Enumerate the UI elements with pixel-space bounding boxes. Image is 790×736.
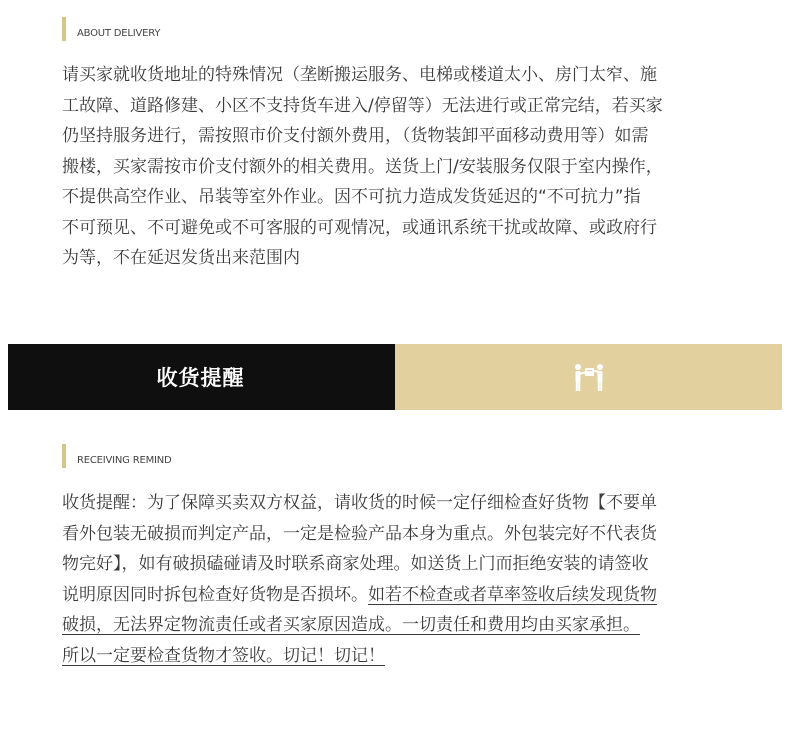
remind-warning-text: 如若不检查或者草率签收后续发现货物 — [368, 584, 657, 605]
remind-warning-text: 破损，无法界定物流责任或者买家原因造成。一切责任和费用均由买家承担。 — [62, 615, 640, 635]
remind-paragraph — [62, 488, 752, 671]
heading-accent-bar — [62, 17, 66, 41]
banner-title: 收货提醒 — [156, 366, 245, 390]
remind-line — [62, 610, 752, 641]
remind-line — [62, 580, 752, 611]
about-delivery-heading — [62, 17, 160, 41]
remind-line: 看外包装无破损而判定产品，一定是检验产品本身为重点。外包装完好不代表货 — [62, 523, 657, 544]
remind-text: 说明原因同时拆包检查好货物是否损坏。 — [62, 584, 368, 605]
remind-line: 物完好】，如有破损磕碰请及时联系商家处理。如送货上门而拒绝安装的请签收 — [62, 554, 649, 574]
banner-title-panel — [8, 344, 395, 410]
delivery-line: 请买家就收货地址的特殊情况（垄断搬运服务、电梯或楼道太小、房门太窄、施 — [62, 65, 657, 85]
heading-accent-bar — [62, 444, 66, 468]
delivery-line: 搬楼，买家需按市价支付额外的相关费用。送货上门/安装服务仅限于室内操作， — [62, 156, 663, 177]
remind-line — [62, 641, 752, 672]
about-delivery-label: ABOUT DELIVERY — [77, 28, 161, 39]
delivery-line: 仍坚持服务进行，需按照市价支付额外费用，（货物装卸平面移动费用等）如需 — [62, 126, 649, 146]
remind-warning-text: 所以一定要检查货物才签收。切记！切记！ — [62, 645, 385, 666]
banner-icon-panel — [395, 344, 782, 410]
delivery-line: 工故障、道路修建、小区不支持货车进入/停留等）无法进行或正常完结，若买家 — [62, 95, 663, 116]
delivery-paragraph — [62, 60, 752, 274]
receiving-remind-heading — [62, 444, 172, 468]
delivery-handover-icon — [569, 357, 609, 397]
receiving-remind-label: RECEIVING REMIND — [77, 455, 172, 466]
remind-line: 收货提醒：为了保障买卖双方权益，请收货的时候一定仔细检查好货物【不要单 — [62, 493, 657, 513]
delivery-line: 不可预见、不可避免或不可客服的可观情况，或通讯系统干扰或故障、或政府行 — [62, 217, 657, 238]
delivery-line: 不提供高空作业、吊装等室外作业。因不可抗力造成发货延迟的“不可抗力”指 — [62, 187, 641, 207]
receiving-reminder-banner — [8, 344, 782, 410]
delivery-line: 为等，不在延迟发货出来范围内 — [62, 248, 300, 268]
